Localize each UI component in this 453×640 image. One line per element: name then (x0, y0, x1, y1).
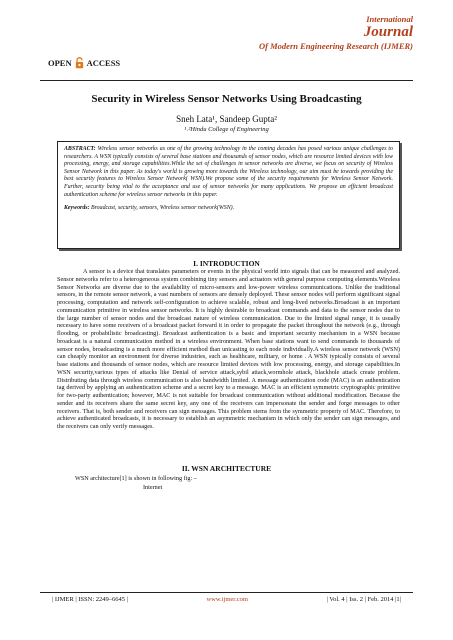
footer-volume: | Vol. 4 | Iss. 2 | Feb. 2014 |1| (326, 596, 401, 603)
journal-line-journal: Journal (363, 24, 413, 40)
figure-label-internet: Internet (143, 484, 163, 491)
page-footer (52, 596, 401, 604)
paper-affiliation: ¹˒²Hindu College of Engineering (184, 126, 269, 133)
section-heading-architecture: II. WSN ARCHITECTURE (181, 464, 272, 473)
header-divider (40, 80, 413, 81)
abstract-text: Wireless sensor networks as one of the growing technology in the coming decades has posed various unique challenges to researchers. A WSN typically consists of several base stations and thousands of sensor nodes, which are resource limited devices with low processing, energy, and storage capabilities.While the set of challenges in sensor networks are diverse, we focus on security of Wireless Sensor Network in this paper. As today's world is growing more towards the Wireless technology, our aim must be towards providing the best security features to Wireless Sensor Network( WSN).We propose some of the security requirements for Wireless Sensor Network. Further, security being vital to the acceptance and use of sensor networks for many applications. We propose an efficient broadcast authentication scheme for wireless sensor networks in this paper. (64, 146, 393, 198)
open-access-access: ACCESS (86, 58, 121, 68)
abstract (64, 146, 393, 199)
journal-line-international: International (366, 14, 413, 24)
footer-url-link[interactable]: www.ijmer.com (206, 596, 248, 603)
section-heading-introduction: I. INTRODUCTION (193, 259, 260, 268)
open-access-logo (48, 57, 120, 69)
journal-line-name: Of Modern Engineering Research (IJMER) (259, 41, 413, 51)
keywords-label: Keywords: (64, 205, 90, 212)
keywords (64, 205, 393, 213)
abstract-box (57, 141, 400, 249)
abstract-label: ABSTRACT: (64, 146, 96, 152)
footer-issn: | IJMER | ISSN: 2249–6645 | (52, 596, 128, 603)
paper-authors: Sneh Lata¹, Sandeep Gupta² (176, 114, 277, 124)
open-lock-icon (75, 57, 84, 69)
keywords-text: Broadcast, security, sensors, Wireless sensor network(WSN). (89, 205, 235, 212)
architecture-text: WSN architecture[1] is shown in following fig: – (75, 475, 197, 482)
journal-masthead (259, 14, 413, 51)
open-access-open: OPEN (48, 58, 72, 68)
paper-title: Security in Wireless Sensor Networks Using Broadcasting (91, 93, 362, 105)
footer-divider (40, 592, 413, 593)
introduction-paragraph: A sensor is a device that translates parameters or events in the physical world into signals that can be measured and analyzed. Sensor networks refer to a heterogeneous system combining tiny sensors and actuators with general purpose computing elements.Wireless Sensor Networks are diverse due to the availability of micro-sensors and low-power wireless communications. Unlike the traditional sensors, in the remote sensor network, a vast numbers of sensors are densely deployed. These sensor nodes will perform significant signal processing, computation and network self-configuration to achieve scalable, robust and long-lived networks.Broadcast is an important communication primitive in wireless sensor networks. It is highly desirable to broadcast commands and data to the sensor nodes due to the large number of sensor nodes and the broadcast nature of wireless communication. Due to the limited signal range, it is usually necessary to have some receivers of a broadcast packet forward it in order to propagate the packet throughout the network (e.g., through flooding, or probabilistic broadcasting). Broadcast authentication is a basic and important security mechanism in a WSN because broadcast is a natural communication method in a wireless environment. When base stations want to send commands to thousands of sensor nodes, broadcasting is a much more efficient method than unicasting to each node individually.A wireless sensor network (WSN) can cheaply monitor an environment for diverse industries, such as healthcare, military, or home . A WSN typically consists of several base stations and thousands of sensor nodes, which are resource limited devices with low processing, energy, and storage capabilities.In WSN security,various types of attacks like Denial of service attack,sybil attack,wormhole attack, blackhole attack create problem. Distributing data through wireless communication is also bandwidth limited. A message authentication code (MAC) is an authentication tag derived by applying an authentication scheme and a secret key to a message. MAC is an efficient symmetric cryptographic primitive for two-party authentication; however, MAC is not suitable for broadcast communication without additional modification. Because the sender and its receivers share the same secret key, any one of the receivers can impersonate the sender and forge messages to other receivers. That is, both sender and receivers can sign messages. This problem stems from the symmetric property of MAC. Therefore, to achieve authenticated broadcasts, it is necessary to establish an asymmetric mechanism in which only the sender can sign messages, and the receivers can only verify messages. (57, 268, 400, 430)
